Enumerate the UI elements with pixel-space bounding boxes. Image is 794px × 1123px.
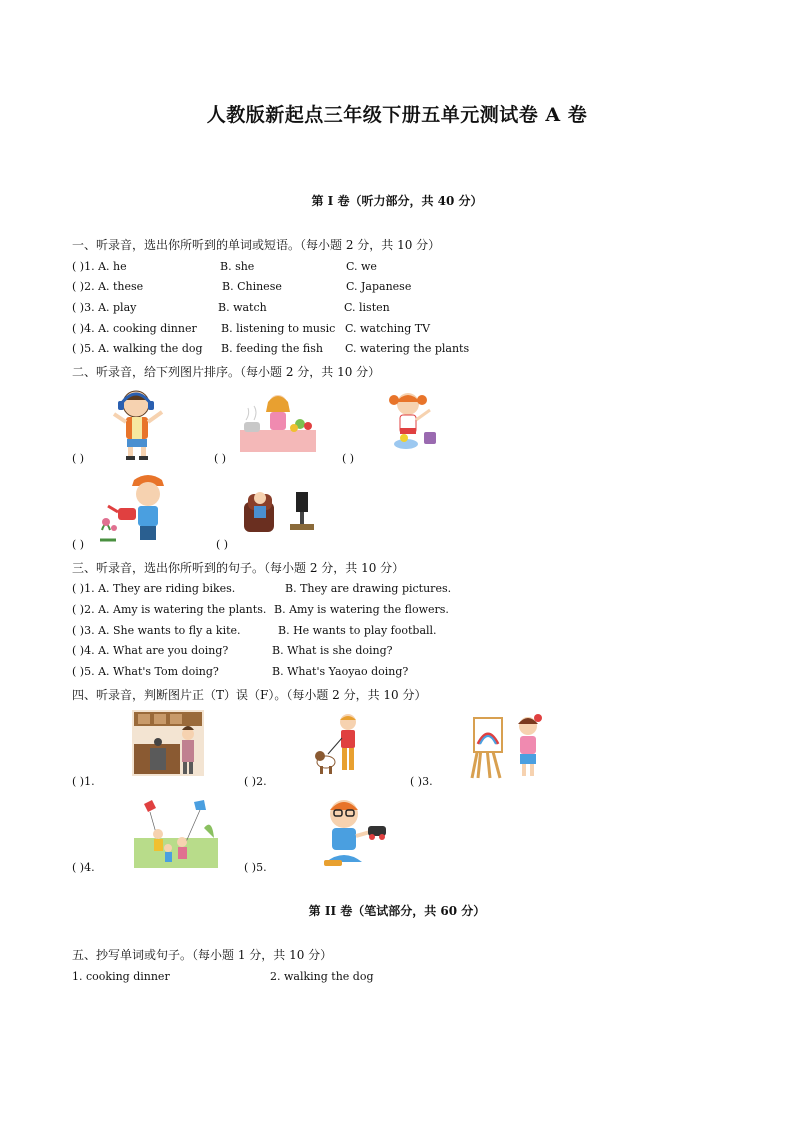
question-stem: ( )4. A. cooking dinner — [72, 322, 197, 335]
boy-walking-dog-illustration — [314, 712, 370, 780]
option-b: B. feeding the fish — [221, 342, 323, 355]
boy-playing-toy-car-illustration — [322, 796, 392, 868]
section1-heading: 一、听录音，选出你所听到的单词或短语。（每小题 2 分，共 10 分） — [72, 238, 441, 252]
option-b: B. listening to music — [221, 322, 336, 335]
question-stem: ( )5. A. walking the dog — [72, 342, 203, 355]
sort-blank-2[interactable]: ( ) — [214, 452, 227, 465]
question-stem: ( )2. A. Amy is watering the plants. — [72, 603, 267, 616]
option-b: B. she — [220, 260, 255, 273]
tf-item-3[interactable]: ( )3. — [410, 775, 433, 788]
tf-item-4[interactable]: ( )4. — [72, 861, 95, 874]
option-c: C. Japanese — [346, 280, 412, 293]
copy-item-2: 2. walking the dog — [270, 970, 374, 983]
section4-heading: 四、听录音，判断图片正（T）误（F）。（每小题 2 分，共 10 分） — [72, 688, 427, 702]
question-stem: ( )4. A. What are you doing? — [72, 644, 229, 657]
sort-blank-3[interactable]: ( ) — [342, 452, 355, 465]
girl-cooking-illustration — [240, 390, 316, 452]
question-stem: ( )1. A. he — [72, 260, 127, 273]
children-flying-kites-illustration — [134, 798, 218, 868]
option-b: B. Chinese — [222, 280, 282, 293]
sort-blank-1[interactable]: ( ) — [72, 452, 85, 465]
question-stem: ( )2. A. these — [72, 280, 144, 293]
option-b: B. What is she doing? — [272, 644, 393, 657]
boy-watching-tv-illustration — [242, 488, 318, 536]
page-title: 人教版新起点三年级下册五单元测试卷 A 卷 — [206, 104, 588, 126]
question-stem: ( )3. A. She wants to fly a kite. — [72, 624, 241, 637]
option-c: C. listen — [344, 301, 390, 314]
tf-item-2[interactable]: ( )2. — [244, 775, 267, 788]
option-b: B. watch — [218, 301, 267, 314]
boy-listening-music-illustration — [108, 386, 168, 462]
section3-heading: 三、听录音，选出你所听到的句子。（每小题 2 分，共 10 分） — [72, 561, 405, 575]
option-c: C. watching TV — [345, 322, 431, 335]
sort-blank-5[interactable]: ( ) — [216, 538, 229, 551]
mom-in-kitchen-illustration — [132, 710, 204, 776]
option-b: B. What's Yaoyao doing? — [272, 665, 409, 678]
option-c: C. watering the plants — [345, 342, 470, 355]
tf-item-5[interactable]: ( )5. — [244, 861, 267, 874]
boy-watering-plants-illustration — [96, 470, 176, 546]
option-b: B. Amy is watering the flowers. — [274, 603, 449, 616]
option-b: B. They are drawing pictures. — [285, 582, 452, 595]
part1-heading: 第 I 卷（听力部分，共 40 分） — [311, 194, 483, 208]
section5-heading: 五、抄写单词或句子。（每小题 1 分，共 10 分） — [72, 948, 333, 962]
girl-cleaning-illustration — [384, 388, 440, 454]
option-c: C. we — [346, 260, 377, 273]
option-b: B. He wants to play football. — [278, 624, 437, 637]
part2-heading: 第 II 卷（笔试部分，共 60 分） — [308, 904, 486, 918]
girl-drawing-illustration — [470, 710, 546, 780]
question-stem: ( )5. A. What's Tom doing? — [72, 665, 219, 678]
question-stem: ( )3. A. play — [72, 301, 137, 314]
question-stem: ( )1. A. They are riding bikes. — [72, 582, 236, 595]
copy-item-1: 1. cooking dinner — [72, 970, 170, 983]
section2-heading: 二、听录音，给下列图片排序。（每小题 2 分，共 10 分） — [72, 365, 381, 379]
tf-item-1[interactable]: ( )1. — [72, 775, 95, 788]
sort-blank-4[interactable]: ( ) — [72, 538, 85, 551]
